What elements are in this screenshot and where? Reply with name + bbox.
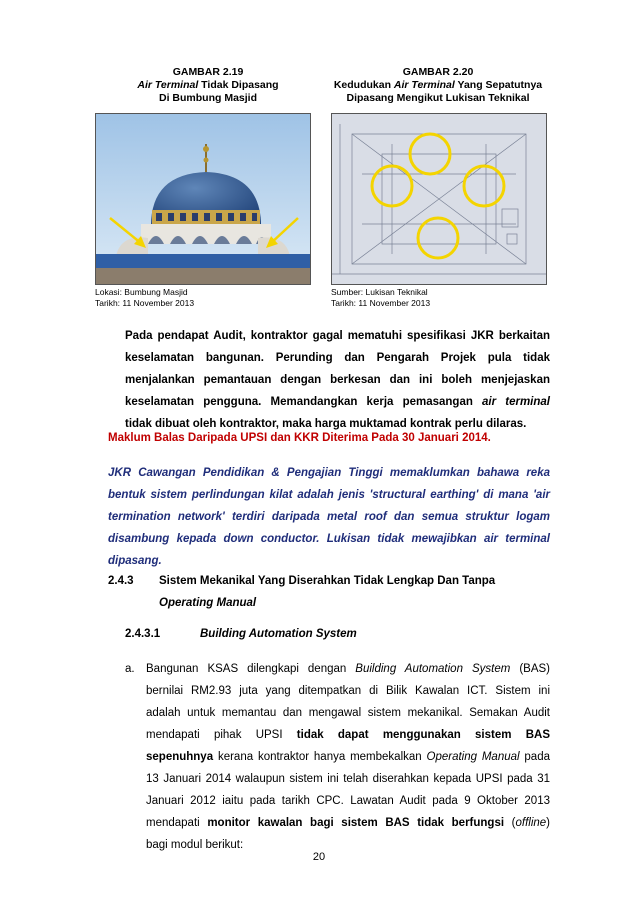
figure-2-20-title-pre: Kedudukan [333, 79, 394, 91]
figure-2-19-caption [96, 66, 320, 105]
audit-opinion-line: tidak dibuat oleh kontraktor, maka harga muktamad kontrak perlu dilaras. [125, 418, 527, 430]
item-a-text: kerana kontraktor hanya membekalkan [213, 751, 427, 763]
mosque-dome-image [96, 114, 310, 284]
item-a-bold: tidak dapat menggunakan sistem BAS [296, 729, 550, 741]
audit-opinion-line: menjalankan pemantauan dengan berkesan dan ini boleh menjejaskan [125, 374, 550, 386]
figure-2-19-meta [95, 287, 315, 309]
section-title-line1: Sistem Mekanikal Yang Diserahkan Tidak Lengkap Dan Tanpa [159, 575, 496, 587]
audit-opinion-line [125, 391, 550, 413]
figure-2-19-location: Lokasi: Bumbung Masjid [95, 287, 188, 297]
feedback-paragraph [108, 462, 550, 572]
feedback-heading: Maklum Balas Daripada UPSI dan KKR Diterima Pada 30 Januari 2014. [108, 432, 491, 444]
item-a-line [146, 746, 550, 768]
feedback-line: dipasang. [108, 555, 162, 567]
item-a-italic: Operating Manual [426, 751, 520, 763]
figure-2-20-title-italic: Air Terminal [393, 79, 455, 91]
item-a-line [146, 812, 550, 834]
figure-2-19-number: GAMBAR 2.19 [172, 66, 244, 78]
item-a-bold: sepenuhnya [146, 751, 214, 763]
item-a-text: (BAS) [510, 663, 550, 675]
technical-drawing-image [332, 114, 546, 284]
item-a-text: mendapati [146, 817, 208, 829]
item-a-line: adalah untuk memantau dan mengawal sistem mekanikal. Semakan Audit [146, 707, 550, 719]
figure-2-19-title-line [96, 79, 320, 92]
section-number: 2.4.3 [108, 575, 134, 587]
figure-2-19-title-line3: Di Bumbung Masjid [159, 92, 257, 104]
item-a-line: 13 Januari 2014 walaupun sistem ini telah diserahkan kepada UPSI pada 31 [146, 773, 550, 785]
audit-opinion-paragraph [125, 325, 550, 435]
figure-2-19-date: Tarikh: 11 November 2013 [95, 298, 195, 308]
audit-opinion-line: Pada pendapat Audit, kontraktor gagal mematuhi spesifikasi JKR berkaitan [125, 330, 550, 342]
item-a-italic: Building Automation System [355, 663, 511, 675]
item-a-text: ( [504, 817, 516, 829]
feedback-line: disambung kepada down conductor. Lukisan tidak mewajibkan air terminal [108, 533, 550, 545]
figure-2-20-title-rest: Yang Sepatutnya [454, 79, 543, 91]
figure-2-20-meta [331, 287, 551, 309]
figure-2-20-source: Sumber: Lukisan Teknikal [331, 287, 428, 297]
item-a-text: Bangunan KSAS dilengkapi dengan [146, 663, 356, 675]
feedback-line: termination network' terdiri daripada metal roof dan semua struktur logam [108, 511, 550, 523]
feedback-line: JKR Cawangan Pendidikan & Pengajian Tinggi memaklumkan bahawa reka [108, 467, 550, 479]
subsection-title: Building Automation System [200, 628, 357, 640]
subsection-number: 2.4.3.1 [125, 628, 161, 640]
figure-2-20-title-line [318, 79, 558, 92]
audit-opinion-italic: air terminal [482, 396, 550, 408]
item-a-paragraph [146, 658, 550, 856]
section-title [159, 570, 559, 614]
page-number: 20 [312, 851, 326, 863]
section-title-line2: Operating Manual [159, 597, 257, 609]
item-a-bold: monitor kawalan bagi sistem BAS tidak berfungsi [207, 817, 505, 829]
figure-2-20-date: Tarikh: 11 November 2013 [331, 298, 431, 308]
figure-2-19-title-rest: Tidak Dipasang [198, 79, 279, 91]
figure-2-20-title-line3: Dipasang Mengikut Lukisan Teknikal [346, 92, 530, 104]
item-a-line: bernilai RM2.93 juta yang ditempatkan di Bilik Kawalan ICT. Sistem ini [146, 685, 550, 697]
figure-2-20-caption [318, 66, 558, 105]
figure-2-20-number: GAMBAR 2.20 [402, 66, 474, 78]
item-a-line [146, 724, 550, 746]
audit-opinion-line: keselamatan bangunan. Perunding dan Pengarah Projek pula tidak [125, 352, 550, 364]
feedback-line: bentuk sistem perlindungan kilat adalah jenis 'structural earthing' di mana 'air [108, 489, 550, 501]
audit-opinion-text: keselamatan pengguna. Memandangkan kerja pemasangan [125, 396, 483, 408]
item-a-italic: offline [515, 817, 547, 829]
item-a-marker: a. [125, 663, 135, 675]
item-a-text: ) [546, 817, 551, 829]
item-a-text: mendapati pihak UPSI [146, 729, 297, 741]
technical-drawing-photo [331, 113, 547, 285]
item-a-line [146, 658, 550, 680]
mosque-dome-photo [95, 113, 311, 285]
item-a-text: pada [519, 751, 550, 763]
item-a-line: Januari 2012 iaitu pada tarikh CPC. Lawatan Audit pada 9 Oktober 2013 [146, 795, 550, 807]
figure-2-19-title-italic: Air Terminal [137, 79, 199, 91]
item-a-line: bagi modul berikut: [146, 839, 244, 851]
